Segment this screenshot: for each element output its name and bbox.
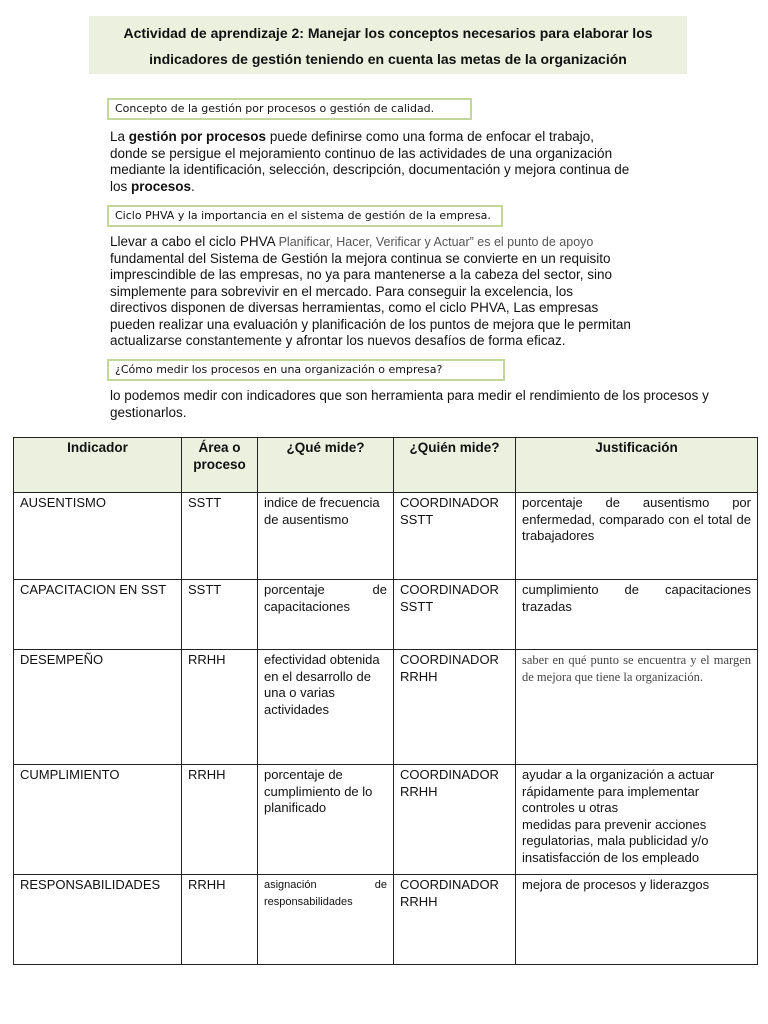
cell-indicador: RESPONSABILIDADES: [14, 875, 182, 965]
cell-justificacion: saber en qué punto se encuentra y el margen de mejora que tiene la organización.: [516, 650, 758, 765]
cell-area: RRHH: [182, 875, 258, 965]
table-row: [14, 875, 758, 965]
paragraph-line: directivos disponen de diversas herramientas, como el ciclo PHVA, Las empresas: [110, 300, 599, 315]
section-heading-gestion-procesos: Concepto de la gestión por procesos o gestión de calidad.: [107, 98, 472, 120]
cell-que-mide: porcentaje de capacitaciones: [258, 580, 394, 650]
paragraph-line: Llevar a cabo el ciclo PHVA Planificar, Hacer, Verificar y Actuar” es el punto de apoyo: [110, 234, 594, 249]
table-row: [14, 650, 758, 765]
table-row: [14, 580, 758, 650]
header-area-proceso: Área o proceso: [182, 438, 258, 493]
cell-indicador: CUMPLIMIENTO: [14, 765, 182, 875]
cell-que-mide: efectividad obtenida en el desarrollo de una o varias actividades: [258, 650, 394, 765]
indicators-table: [13, 437, 758, 965]
activity-title: [89, 16, 687, 74]
cell-indicador: DESEMPEÑO: [14, 650, 182, 765]
cell-indicador: AUSENTISMO: [14, 493, 182, 580]
title-line-2: indicadores de gestión teniendo en cuenta las metas de la organización: [149, 51, 627, 67]
table-row: [14, 765, 758, 875]
paragraph-line: donde se persigue el mejoramiento continuo de las actividades de una organización: [110, 145, 613, 161]
cell-area: RRHH: [182, 650, 258, 765]
cell-justificacion: cumplimiento de capacitaciones trazadas: [516, 580, 758, 650]
paragraph-line: fundamental del Sistema de Gestión la mejora continua se convierte en un requisito: [110, 250, 611, 266]
paragraph-line: imprescindible de las empresas, no ya para mantenerse a la cabeza del sector, sino: [110, 267, 613, 282]
section-text-medir-procesos: [110, 388, 709, 421]
cell-area: SSTT: [182, 580, 258, 650]
section-heading-medir-procesos: ¿Cómo medir los procesos en una organización o empresa?: [107, 359, 505, 381]
header-indicador: Indicador: [14, 438, 182, 493]
title-line-1: Actividad de aprendizaje 2: Manejar los conceptos necesarios para elaborar los: [123, 25, 653, 41]
header-justificacion: Justificación: [516, 438, 758, 493]
paragraph-line: simplemente para sobrevivir en el mercado. Para conseguir la excelencia, los: [110, 283, 573, 299]
cell-quien-mide: COORDINADOR RRHH: [394, 765, 516, 875]
table-header-row: [14, 438, 758, 493]
cell-quien-mide: COORDINADOR SSTT: [394, 580, 516, 650]
cell-que-mide: porcentaje de cumplimiento de lo planificado: [258, 765, 394, 875]
paragraph-line: los procesos.: [110, 178, 195, 194]
cell-quien-mide: COORDINADOR RRHH: [394, 650, 516, 765]
header-quien-mide: ¿Quién mide?: [394, 438, 516, 493]
cell-area: RRHH: [182, 765, 258, 875]
section-text-gestion-procesos: [110, 129, 629, 195]
cell-justificacion: porcentaje de ausentismo por enfermedad, comparado con el total de trabajadores: [516, 493, 758, 580]
table-row: [14, 493, 758, 580]
cell-que-mide: asignación de responsabilidades: [258, 875, 394, 965]
cell-quien-mide: COORDINADOR RRHH: [394, 875, 516, 965]
cell-justificacion: mejora de procesos y liderazgos: [516, 875, 758, 965]
cell-area: SSTT: [182, 493, 258, 580]
paragraph-line: actualizarse constantemente y afrontar los nuevos desafíos de forma eficaz.: [110, 333, 566, 348]
paragraph-line: pueden realizar una evaluación y planificación de los puntos de mejora que le permitan: [110, 316, 631, 332]
section-heading-ciclo-phva: Ciclo PHVA y la importancia en el sistema de gestión de la empresa.: [107, 205, 503, 227]
paragraph-line: gestionarlos.: [110, 404, 187, 420]
header-que-mide: ¿Qué mide?: [258, 438, 394, 493]
cell-justificacion: ayudar a la organización a actuar rápidamente para implementar controles u otras medidas para prevenir acciones regulatorias, mala publicidad y/o insatisfacción de los empleado: [516, 765, 758, 875]
paragraph-line: lo podemos medir con indicadores que son herramienta para medir el rendimiento de los procesos y: [110, 388, 709, 403]
cell-indicador: CAPACITACION EN SST: [14, 580, 182, 650]
paragraph-line: mediante la identificación, selección, descripción, documentación y mejora continua de: [110, 162, 630, 177]
cell-quien-mide: COORDINADOR SSTT: [394, 493, 516, 580]
section-text-ciclo-phva: [110, 234, 631, 350]
cell-que-mide: indice de frecuencia de ausentismo: [258, 493, 394, 580]
paragraph-line: La gestión por procesos puede definirse como una forma de enfocar el trabajo,: [110, 129, 595, 144]
